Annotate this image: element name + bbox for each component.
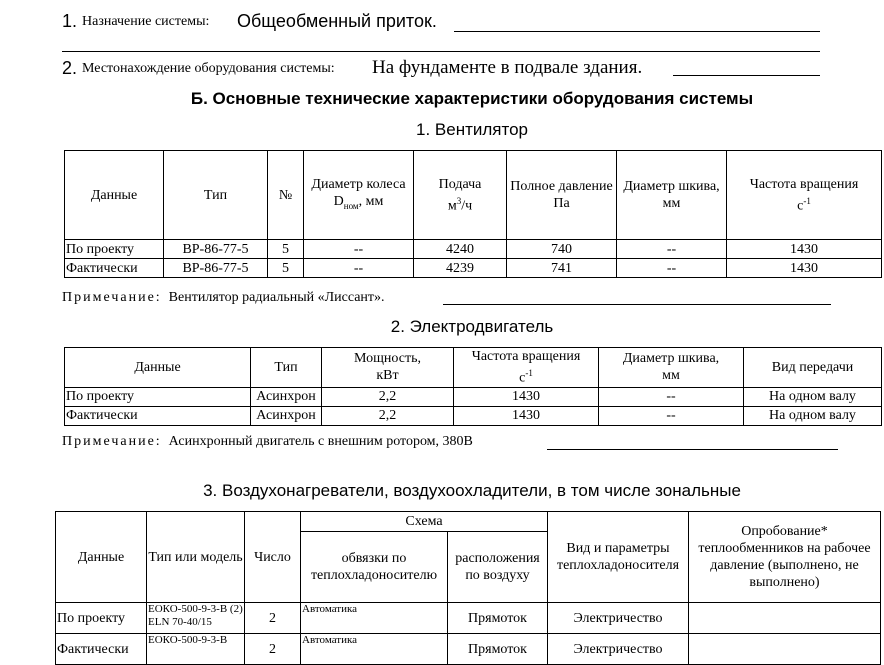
motor-row2-drive: На одном валу — [744, 406, 882, 425]
motor-row1-drive: На одном валу — [744, 387, 882, 406]
heaters-row2-binding: Автоматика — [301, 634, 448, 665]
fan-table — [64, 150, 882, 278]
table-row — [65, 387, 882, 406]
fan-row2-num: 5 — [268, 259, 304, 278]
table-row — [56, 603, 881, 634]
motor-row1-power: 2,2 — [322, 387, 454, 406]
heaters-row2-position: Прямоток — [448, 634, 548, 665]
table-row — [56, 634, 881, 665]
motor-title: 2. Электродвигатель — [390, 317, 554, 336]
heaters-header-scheme: Схема — [301, 512, 548, 532]
fan-row1-data: По проекту — [65, 240, 164, 259]
heaters-header-data: Данные — [56, 512, 147, 603]
item1-number: 1. — [62, 11, 78, 31]
fan-row1-num: 5 — [268, 240, 304, 259]
fan-row2-data: Фактически — [65, 259, 164, 278]
fan-header-pulley: Диаметр шкива, мм — [617, 151, 727, 240]
item1-underline — [454, 31, 820, 32]
fan-row1-wheel: -- — [304, 240, 414, 259]
heaters-row1-position: Прямоток — [448, 603, 548, 634]
fan-row2-wheel: -- — [304, 259, 414, 278]
motor-row2-type: Асинхрон — [251, 406, 322, 425]
heaters-table — [55, 511, 881, 665]
fan-row1-type: ВР-86-77-5 — [164, 240, 268, 259]
table-row — [65, 406, 882, 425]
table-row — [65, 259, 882, 278]
motor-header-pulley: Диаметр шкива, мм — [599, 348, 744, 388]
motor-row2-rpm: 1430 — [454, 406, 599, 425]
heaters-row2-type: ЕОКО-500-9-3-В — [147, 634, 245, 665]
section-b-title: Б. Основные технические характеристики оборудования системы — [190, 89, 754, 108]
motor-note: Примечание: Асинхронный двигатель с внешним ротором, 380В — [62, 434, 473, 449]
heaters-header-position: расположения по воздуху — [448, 532, 548, 603]
motor-row1-pulley: -- — [599, 387, 744, 406]
fan-header-pressure: Полное давление Па — [507, 151, 617, 240]
fan-header-data: Данные — [65, 151, 164, 240]
item2-label: Местонахождение оборудования системы: — [82, 61, 335, 76]
motor-row2-pulley: -- — [599, 406, 744, 425]
motor-note-underline — [547, 449, 838, 450]
heaters-row2-data: Фактически — [56, 634, 147, 665]
heaters-row1-medium: Электричество — [548, 603, 689, 634]
heaters-row1-data: По проекту — [56, 603, 147, 634]
fan-title: 1. Вентилятор — [416, 120, 528, 139]
item1-value: Общеобменный приток. — [237, 11, 437, 31]
motor-header-data: Данные — [65, 348, 251, 388]
fan-row1-flow: 4240 — [414, 240, 507, 259]
heaters-row2-medium: Электричество — [548, 634, 689, 665]
fan-row2-pulley: -- — [617, 259, 727, 278]
item2-number: 2. — [62, 58, 78, 78]
heaters-header-type: Тип или модель — [147, 512, 245, 603]
fan-row2-type: ВР-86-77-5 — [164, 259, 268, 278]
fan-row2-flow: 4239 — [414, 259, 507, 278]
heaters-row1-test — [689, 603, 881, 634]
heaters-row2-test — [689, 634, 881, 665]
fan-row2-rpm: 1430 — [727, 259, 882, 278]
motor-row2-data: Фактически — [65, 406, 251, 425]
fan-header-type: Тип — [164, 151, 268, 240]
heaters-header-count: Число — [245, 512, 301, 603]
item2-underline — [673, 75, 820, 76]
item2-value: На фундаменте в подвале здания. — [372, 57, 643, 78]
heaters-row1-type: ЕОКО-500-9-3-В (2) ELN 70-40/15 — [147, 603, 245, 634]
fan-header-flow: Подача $м^3/ч$ — [414, 151, 507, 240]
fan-note: Примечание: Вентилятор радиальный «Лиссант». — [62, 290, 385, 305]
motor-row1-data: По проекту — [65, 387, 251, 406]
fan-note-underline — [443, 304, 831, 305]
motor-header-drive: Вид передачи — [744, 348, 882, 388]
motor-header-rpm: Частота вращения $с^{-1}$ — [454, 348, 599, 388]
heaters-header-binding: обвязки по теплохладоносителю — [301, 532, 448, 603]
heaters-row1-count: 2 — [245, 603, 301, 634]
motor-row1-type: Асинхрон — [251, 387, 322, 406]
heaters-header-medium: Вид и параметры теплохладоносителя — [548, 512, 689, 603]
heaters-row2-count: 2 — [245, 634, 301, 665]
motor-header-type: Тип — [251, 348, 322, 388]
fan-header-rpm: Частота вращения $с^{-1}$ — [727, 151, 882, 240]
motor-row2-power: 2,2 — [322, 406, 454, 425]
motor-table — [64, 347, 882, 426]
item1-underline-2 — [62, 51, 820, 52]
heaters-title: 3. Воздухонагреватели, воздухоохладители, в том числе зональные — [203, 481, 741, 500]
fan-row1-rpm: 1430 — [727, 240, 882, 259]
item1-label: Назначение системы: — [82, 14, 210, 29]
heaters-row1-binding: Автоматика — [301, 603, 448, 634]
fan-header-wheel-diameter: Диаметр колеса $D_{ном}$, мм — [304, 151, 414, 240]
table-row — [65, 240, 882, 259]
fan-header-num: № — [268, 151, 304, 240]
fan-row1-pressure: 740 — [507, 240, 617, 259]
motor-row1-rpm: 1430 — [454, 387, 599, 406]
heaters-header-test: Опробование* теплообменников на рабочее давление (выполнено, не выполнено) — [689, 512, 881, 603]
fan-row2-pressure: 741 — [507, 259, 617, 278]
motor-header-power: Мощность, кВт — [322, 348, 454, 388]
fan-row1-pulley: -- — [617, 240, 727, 259]
